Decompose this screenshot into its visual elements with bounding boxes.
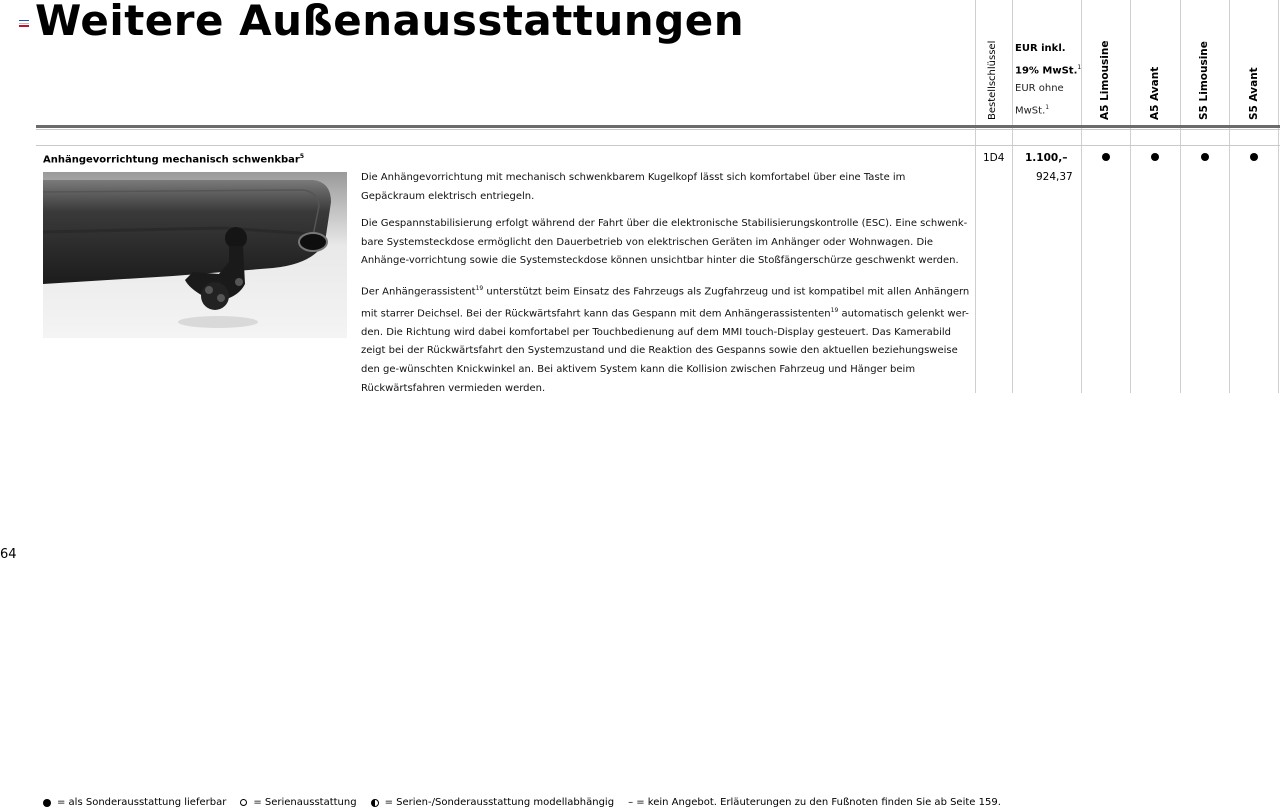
header-price-excl-1: EUR ohne	[1015, 83, 1064, 95]
legend	[43, 797, 1001, 808]
legend-optional: = als Sonderausstattung lieferbar	[57, 797, 227, 808]
grid-line	[1229, 0, 1230, 393]
half-circle-icon	[371, 799, 379, 807]
para3-footnote-1: 19	[475, 284, 484, 292]
header-price	[1015, 40, 1081, 121]
header-model-a5-avant: A5 Avant	[1149, 66, 1161, 120]
header-model-a5-limousine: A5 Limousine	[1099, 40, 1111, 120]
grid-line	[1180, 0, 1181, 393]
grid-line	[975, 0, 976, 393]
description-paragraph-2: Die Gespannstabilisierung erfolgt während der Fahrt über die elektronische Stabilisierungskontrolle (ESC). Eine schwenk-bare Systemsteckdose ermöglicht den Dauerbetrieb von elektrischen Geräten im Anhänger oder Wohnwagen. Die Anhänge-vorrichtung sowie die Systemsteckdose können unsichtbar hinter die Stoßfängerschürze geschwenkt werden.	[361, 218, 968, 267]
legend-standard: = Serienausstattung	[253, 797, 357, 808]
item-title	[43, 153, 304, 165]
header-model-s5-limousine: S5 Limousine	[1198, 41, 1210, 120]
item-title-footnote: 5	[299, 153, 305, 160]
page-title: Weitere Außenausstattungen	[35, 0, 745, 45]
filled-circle-icon	[43, 799, 51, 807]
availability-dot-s5-avant	[1250, 153, 1258, 161]
header-model-s5-avant: S5 Avant	[1248, 67, 1260, 120]
page-number: 64	[0, 547, 17, 562]
description-paragraph-3	[361, 280, 971, 398]
header-rule-thin	[36, 129, 1280, 130]
price-excl-vat: 924,37	[1036, 171, 1073, 183]
header-price-incl-1: EUR inkl.	[1015, 43, 1066, 54]
item-title-text: Anhängevorrichtung mechanisch schwenkbar	[43, 154, 300, 166]
para3-footnote-2: 19	[830, 306, 839, 314]
legend-none: – = kein Angebot. Erläuterungen zu den Fußnoten finden Sie ab Seite 159.	[628, 797, 1001, 808]
para3-part-c: automatisch gelenkt wer-den. Die Richtung wird dabei komfortabel per Touchbedienung auf dem MMI touch-Display gesteuert. Das Kamerabild zeigt bei der Rückwärtsfahrt den Systemzustand und die Reaktion des Gespanns sowie den aktuellen beziehungsweise den ge-wünschten Knickwinkel an. Bei aktivem System kann die Kollision zwischen Fahrzeug und Hänger beim Rückwärtsfahren vermieden werden.	[361, 308, 969, 394]
para3-part-a: Der Anhängerassistent	[361, 286, 476, 298]
header-price-incl-sup: 1	[1077, 63, 1082, 71]
grid-line	[1012, 0, 1013, 393]
para3-part-b: unterstützt beim Einsatz des Fahrzeugs als Zugfahrzeug und ist kompatibel mit allen Anhängern mit starrer Deichsel. Bei der Rückwärtsfahrt kann das Gespann mit dem Anhängerassistenten	[361, 286, 970, 320]
order-code: 1D4	[983, 152, 1005, 164]
availability-dot-a5-avant	[1151, 153, 1159, 161]
empty-circle-icon	[240, 799, 247, 806]
row-rule	[36, 145, 1280, 146]
legend-model-dependent: = Serien-/Sonderausstattung modellabhängig	[384, 797, 615, 808]
item-description	[361, 169, 971, 407]
grid-line	[1278, 0, 1279, 393]
grid-line	[1130, 0, 1131, 393]
availability-dot-a5-limousine	[1102, 153, 1110, 161]
header-order-key: Bestellschlüssel	[987, 40, 998, 120]
header-price-excl-2: MwSt.	[1015, 105, 1046, 117]
price-incl-vat: 1.100,–	[1025, 152, 1068, 164]
language-flag-icon	[19, 20, 29, 27]
tow-bar-photo	[43, 172, 347, 338]
description-paragraph-1: Die Anhängevorrichtung mit mechanisch schwenkbarem Kugelkopf lässt sich komfortabel über eine Taste im Gepäckraum elektrisch entriegeln.	[361, 172, 906, 202]
header-price-incl-2: 19% MwSt.	[1015, 64, 1078, 76]
header-price-excl-sup: 1	[1045, 103, 1050, 111]
availability-dot-s5-limousine	[1201, 153, 1209, 161]
header-rule	[36, 125, 1280, 128]
